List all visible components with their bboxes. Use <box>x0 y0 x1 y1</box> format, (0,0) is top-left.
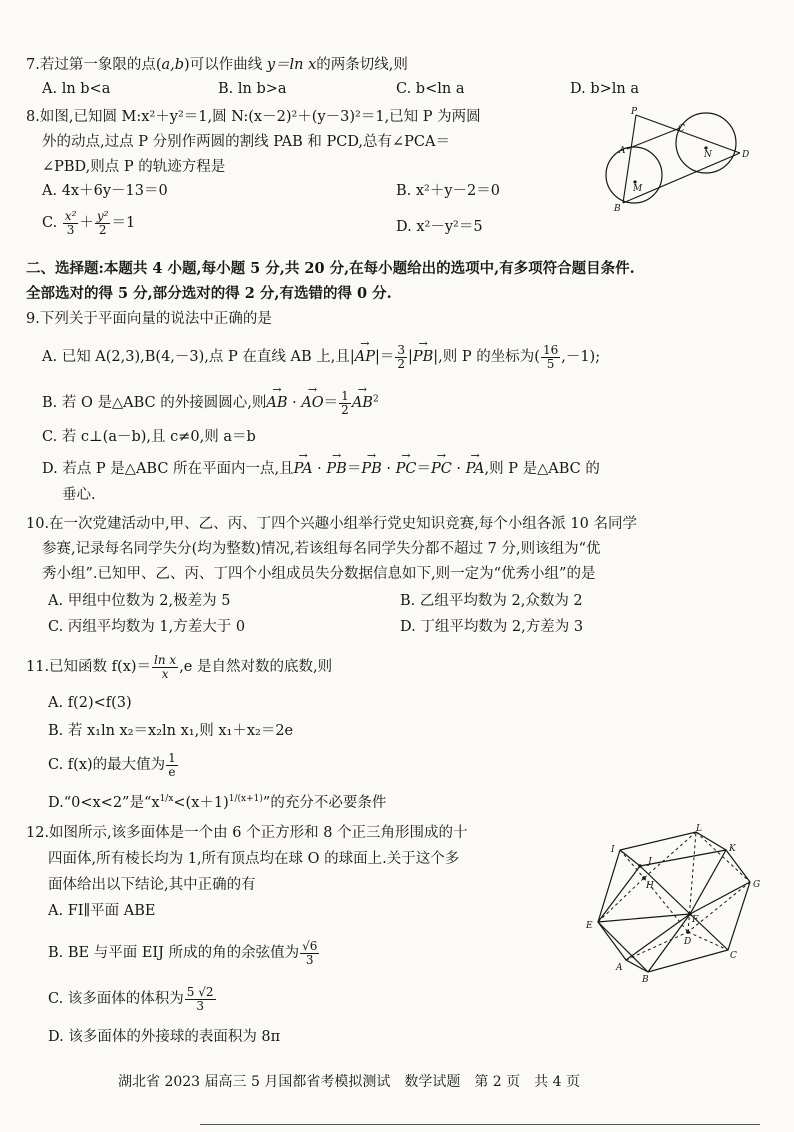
q12-option-d: D. 该多面体的外接球的表面积为 8π <box>48 1029 281 1045</box>
q8-option-a: A. 4x＋6y－13＝0 <box>42 183 168 199</box>
fig8-label-a: A <box>619 146 626 156</box>
fig12-label-d: D <box>684 937 692 947</box>
fig8-label-b: B <box>614 204 621 214</box>
fig12-label-e: E <box>586 921 593 931</box>
q11-option-c: C. f(x)的最大值为 $\frac{1}{e}$ <box>48 751 176 779</box>
q10-option-c: C. 丙组平均数为 1,方差大于 0 <box>48 619 246 635</box>
fig12-label-k: K <box>729 844 736 854</box>
q9-option-b: B. 若 O 是△ABC 的外接圆圆心,则→ AB · → AO＝ $\frac{1}{2}$ → $AB^2$ <box>42 390 379 416</box>
q12-stem-line2: 四面体,所有棱长均为 1,所有顶点均在球 O 的球面上.关于这个多 <box>48 851 460 867</box>
fig12-label-a: A <box>616 963 623 973</box>
fig12-label-j: J <box>648 857 652 867</box>
q11-stem: 11.已知函数 f(x)＝ $\frac{\text{ln x}}{x}$ ,e 是自然对数的底数,则 <box>26 653 333 681</box>
circle-n-shape <box>676 113 736 173</box>
q8-stem-line3: ∠PBD,则点 P 的轨迹方程是 <box>42 159 226 175</box>
q8-stem-line2: 外的动点,过点 P 分别作两圆的割线 PAB 和 PCD,总有∠PCA＝ <box>42 134 451 150</box>
q11-option-d: D.“0<x<2”是“$x^{1/x}<(x+1)^{1/(x+1)}$”的充分不必要条件 <box>48 794 387 811</box>
q12-stem-line3: 面体给出以下结论,其中正确的有 <box>48 877 256 893</box>
footer-divider <box>200 1124 760 1125</box>
fig12-label-c: C <box>730 951 737 961</box>
section2-heading-line1: 二、选择题:本题共 4 小题,每小题 5 分,共 20 分,在每小题给出的选项中,有多项符合题目条件. <box>26 260 635 277</box>
q12-polyhedron-figure <box>578 822 774 982</box>
fig8-label-m: M <box>633 184 643 194</box>
q10-option-d: D. 丁组平均数为 2,方差为 3 <box>400 619 584 635</box>
q12-option-a: A. FI∥平面 ABE <box>48 903 156 919</box>
q7-option-b: B. ln b>a <box>218 81 287 97</box>
q12-stem-line1: 12.如图所示,该多面体是一个由 6 个正方形和 8 个正三角形围成的十 <box>26 825 468 841</box>
q8-circles-figure <box>600 105 770 217</box>
fig8-label-n: N <box>704 150 712 160</box>
q12-option-c: C. 该多面体的体积为 $\frac{5 √2}{3}$ <box>48 985 214 1013</box>
q9-option-d: D. 若点 P 是△ABC 所在平面内一点,且→ PA · → PB＝→ PB · → PC＝→ PC · → PA,则 P 是△ABC 的 <box>42 460 600 478</box>
page-footer: 湖北省 2023 届高三 5 月国都省考模拟测试 数学试题 第 2 页 共 4 页 <box>118 1074 580 1090</box>
q7-stem: 7.若过第一象限的点(a,b)可以作曲线 y＝ln x的两条切线,则 <box>26 57 408 73</box>
fig8-label-d: D <box>742 150 750 160</box>
q10-option-a: A. 甲组中位数为 2,极差为 5 <box>48 593 231 609</box>
fig12-label-l: L <box>696 824 702 834</box>
q9-option-d-line2: 垂心. <box>62 487 96 503</box>
q11-option-a: A. f(2)<f(3) <box>48 695 132 711</box>
q7-option-c: C. b<ln a <box>396 81 465 97</box>
fig12-label-g: G <box>753 880 761 890</box>
circle-m-shape <box>606 147 662 203</box>
q8-option-c: C. $\frac{\text{x²}}{3}$ ＋ $\frac{\text{y²}}{2}$ ＝1 <box>42 209 136 237</box>
q10-stem-line3: 秀小组”.已知甲、乙、丙、丁四个小组成员失分数据信息如下,则一定为“优秀小组”的是 <box>42 566 596 582</box>
q8-stem-line1: 8.如图,已知圆 M:x²＋y²＝1,圆 N:(x－2)²＋(y－3)²＝1,已知 P 为两圆 <box>26 109 481 125</box>
q7-option-a: A. ln b<a <box>42 81 111 97</box>
q8-option-d: D. x²－y²＝5 <box>396 219 483 235</box>
fig8-label-c: C <box>678 124 685 134</box>
q9-option-c: C. 若 c⊥(a－b),且 c≠0,则 a＝b <box>42 429 256 445</box>
q8-option-b: B. x²＋y－2＝0 <box>396 183 501 199</box>
q10-stem-line1: 10.在一次党建活动中,甲、乙、丙、丁四个兴趣小组举行党史知识竞赛,每个小组各派 10 名同学 <box>26 516 637 532</box>
q9-stem: 9.下列关于平面向量的说法中正确的是 <box>26 311 272 327</box>
q7-option-d: D. b>ln a <box>570 81 639 97</box>
q9-option-a: A. 已知 A(2,3),B(4,－3),点 P 在直线 AB 上,且|→ AP|＝ $\frac{3}{2}$ |→ PB|,则 P 的坐标为( $\frac{16}{5}$ ,－1); <box>42 344 600 370</box>
fig12-label-f: F <box>692 915 699 925</box>
q11-option-b: B. 若 x₁ln x₂＝x₂ln x₁,则 x₁＋x₂＝2e <box>48 723 294 739</box>
q10-stem-line2: 参赛,记录每名同学失分(均为整数)情况,若该组每名同学失分都不超过 7 分,则该组为“优 <box>42 541 601 557</box>
fig12-label-i: I <box>611 845 615 855</box>
fig8-label-p: P <box>631 107 638 117</box>
section2-heading-line2: 全部选对的得 5 分,部分选对的得 2 分,有选错的得 0 分. <box>26 285 392 302</box>
q10-option-b: B. 乙组平均数为 2,众数为 2 <box>400 593 583 609</box>
fig12-label-h: H <box>646 881 654 891</box>
fig12-label-b: B <box>642 975 649 982</box>
q12-option-b: B. BE 与平面 EIJ 所成的角的余弦值为 $\frac{√6}{3}$ <box>48 939 318 967</box>
